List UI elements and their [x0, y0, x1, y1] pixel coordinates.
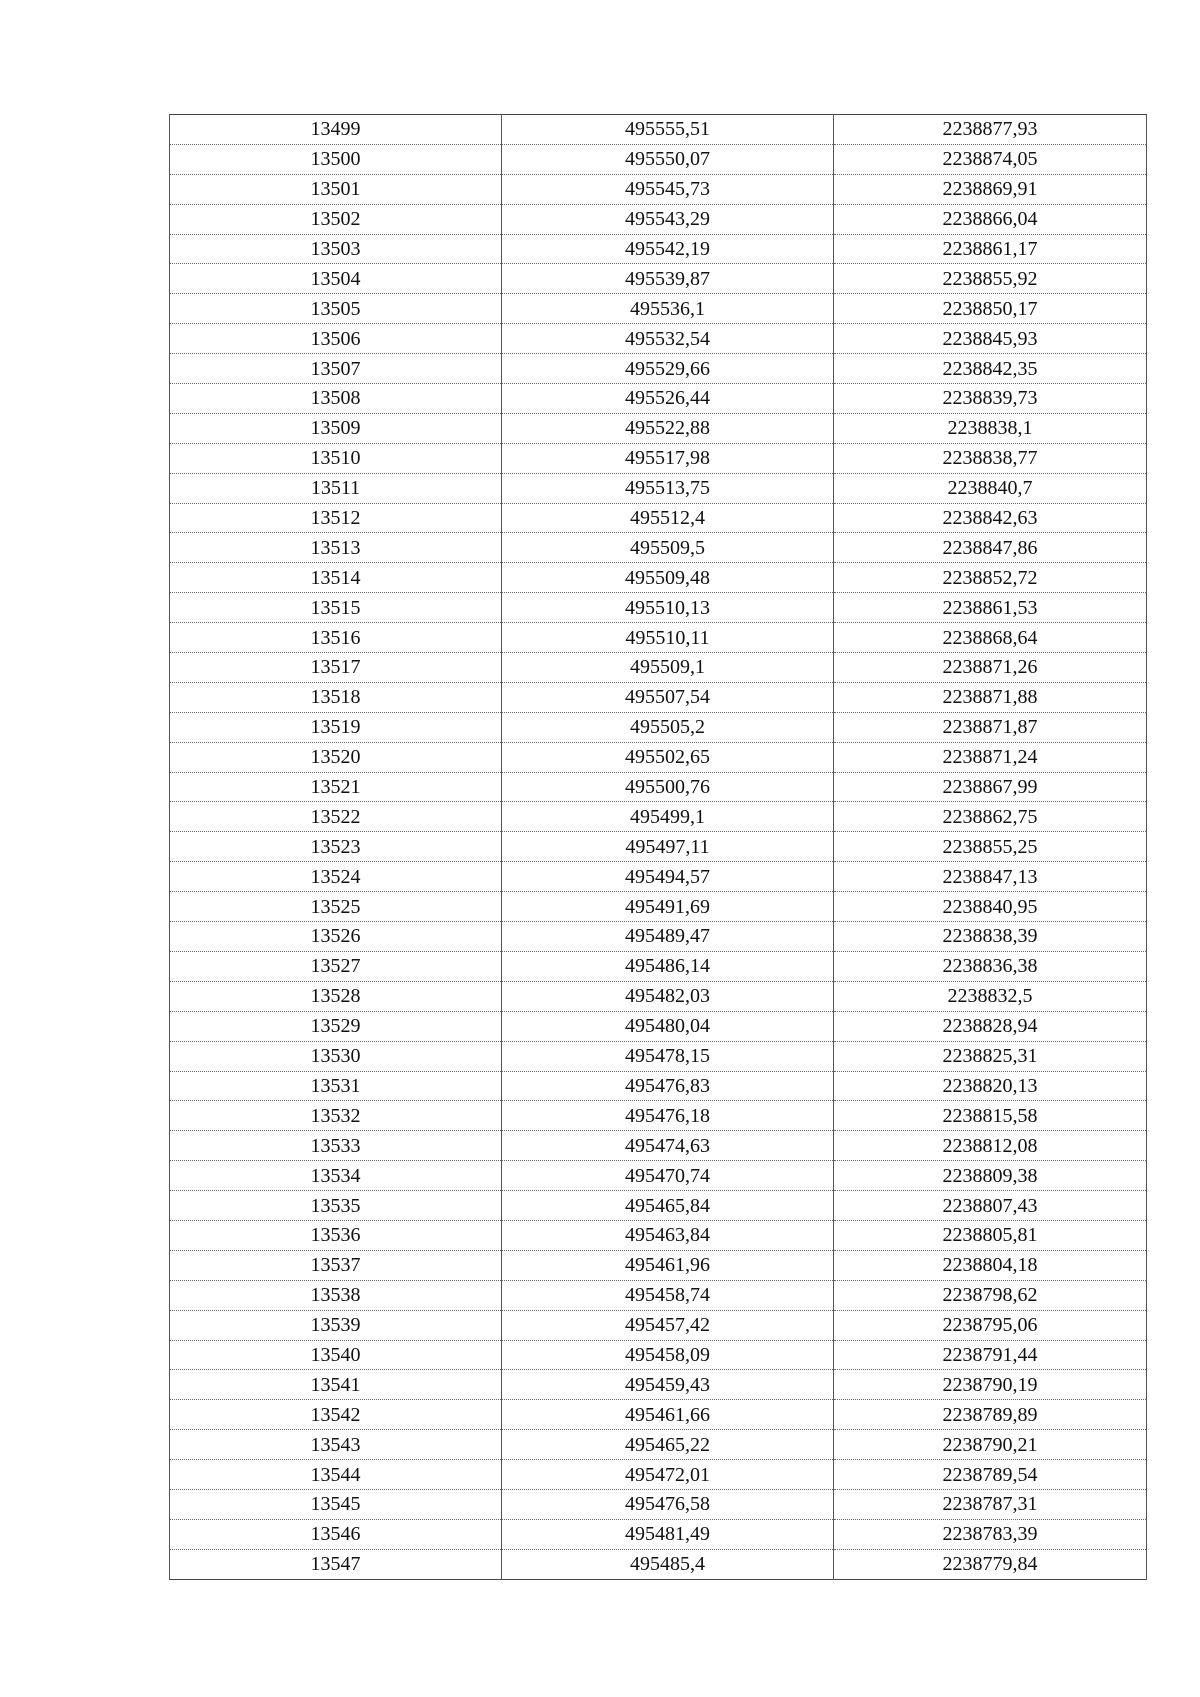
x-coordinate-cell: 495539,87 — [502, 264, 834, 294]
table-row — [170, 1430, 1147, 1460]
point-number-cell: 13529 — [170, 1011, 502, 1041]
y-coordinate-cell: 2238836,38 — [834, 951, 1147, 981]
table-row — [170, 294, 1147, 324]
x-coordinate-cell: 495474,63 — [502, 1131, 834, 1161]
point-number-cell: 13534 — [170, 1161, 502, 1191]
y-coordinate-cell: 2238842,35 — [834, 354, 1147, 384]
x-coordinate-cell: 495459,43 — [502, 1370, 834, 1400]
y-coordinate-cell: 2238795,06 — [834, 1310, 1147, 1340]
table-row — [170, 892, 1147, 922]
y-coordinate-cell: 2238790,21 — [834, 1430, 1147, 1460]
y-coordinate-cell: 2238779,84 — [834, 1549, 1147, 1579]
x-coordinate-cell: 495545,73 — [502, 174, 834, 204]
point-number-cell: 13522 — [170, 802, 502, 832]
y-coordinate-cell: 2238842,63 — [834, 503, 1147, 533]
point-number-cell: 13520 — [170, 742, 502, 772]
table-row — [170, 951, 1147, 981]
y-coordinate-cell: 2238809,38 — [834, 1161, 1147, 1191]
y-coordinate-cell: 2238850,17 — [834, 294, 1147, 324]
y-coordinate-cell: 2238861,17 — [834, 234, 1147, 264]
table-row — [170, 174, 1147, 204]
table-row — [170, 1340, 1147, 1370]
table-row — [170, 1131, 1147, 1161]
point-number-cell: 13516 — [170, 623, 502, 653]
table-row — [170, 1071, 1147, 1101]
x-coordinate-cell: 495510,11 — [502, 623, 834, 653]
point-number-cell: 13508 — [170, 384, 502, 414]
y-coordinate-cell: 2238838,39 — [834, 922, 1147, 952]
y-coordinate-cell: 2238852,72 — [834, 563, 1147, 593]
table-row — [170, 1460, 1147, 1490]
x-coordinate-cell: 495472,01 — [502, 1460, 834, 1490]
point-number-cell: 13536 — [170, 1220, 502, 1250]
x-coordinate-cell: 495478,15 — [502, 1041, 834, 1071]
y-coordinate-cell: 2238825,31 — [834, 1041, 1147, 1071]
x-coordinate-cell: 495526,44 — [502, 384, 834, 414]
table-row — [170, 1220, 1147, 1250]
y-coordinate-cell: 2238847,86 — [834, 533, 1147, 563]
point-number-cell: 13539 — [170, 1310, 502, 1340]
point-number-cell: 13532 — [170, 1101, 502, 1131]
y-coordinate-cell: 2238871,88 — [834, 682, 1147, 712]
x-coordinate-cell: 495485,4 — [502, 1549, 834, 1579]
y-coordinate-cell: 2238866,04 — [834, 204, 1147, 234]
table-row — [170, 1011, 1147, 1041]
x-coordinate-cell: 495465,22 — [502, 1430, 834, 1460]
x-coordinate-cell: 495465,84 — [502, 1191, 834, 1221]
x-coordinate-cell: 495489,47 — [502, 922, 834, 952]
x-coordinate-cell: 495494,57 — [502, 862, 834, 892]
x-coordinate-cell: 495486,14 — [502, 951, 834, 981]
table-row — [170, 1549, 1147, 1579]
table-row — [170, 1041, 1147, 1071]
y-coordinate-cell: 2238877,93 — [834, 115, 1147, 145]
x-coordinate-cell: 495509,1 — [502, 653, 834, 683]
x-coordinate-cell: 495458,74 — [502, 1280, 834, 1310]
x-coordinate-cell: 495555,51 — [502, 115, 834, 145]
table-row — [170, 981, 1147, 1011]
y-coordinate-cell: 2238855,92 — [834, 264, 1147, 294]
table-row — [170, 653, 1147, 683]
y-coordinate-cell: 2238840,95 — [834, 892, 1147, 922]
y-coordinate-cell: 2238791,44 — [834, 1340, 1147, 1370]
x-coordinate-cell: 495513,75 — [502, 473, 834, 503]
x-coordinate-cell: 495461,66 — [502, 1400, 834, 1430]
point-number-cell: 13523 — [170, 832, 502, 862]
point-number-cell: 13502 — [170, 204, 502, 234]
point-number-cell: 13525 — [170, 892, 502, 922]
point-number-cell: 13505 — [170, 294, 502, 324]
y-coordinate-cell: 2238871,87 — [834, 712, 1147, 742]
x-coordinate-cell: 495507,54 — [502, 682, 834, 712]
table-row — [170, 473, 1147, 503]
x-coordinate-cell: 495470,74 — [502, 1161, 834, 1191]
x-coordinate-cell: 495457,42 — [502, 1310, 834, 1340]
x-coordinate-cell: 495463,84 — [502, 1220, 834, 1250]
x-coordinate-cell: 495476,83 — [502, 1071, 834, 1101]
table-row — [170, 593, 1147, 623]
point-number-cell: 13517 — [170, 653, 502, 683]
x-coordinate-cell: 495522,88 — [502, 413, 834, 443]
y-coordinate-cell: 2238812,08 — [834, 1131, 1147, 1161]
x-coordinate-cell: 495543,29 — [502, 204, 834, 234]
x-coordinate-cell: 495482,03 — [502, 981, 834, 1011]
x-coordinate-cell: 495458,09 — [502, 1340, 834, 1370]
y-coordinate-cell: 2238845,93 — [834, 324, 1147, 354]
table-row — [170, 1161, 1147, 1191]
point-number-cell: 13543 — [170, 1430, 502, 1460]
point-number-cell: 13521 — [170, 772, 502, 802]
point-number-cell: 13507 — [170, 354, 502, 384]
y-coordinate-cell: 2238847,13 — [834, 862, 1147, 892]
y-coordinate-cell: 2238871,24 — [834, 742, 1147, 772]
table-row — [170, 503, 1147, 533]
y-coordinate-cell: 2238828,94 — [834, 1011, 1147, 1041]
x-coordinate-cell: 495480,04 — [502, 1011, 834, 1041]
table-row — [170, 1519, 1147, 1549]
table-row — [170, 1250, 1147, 1280]
table-row — [170, 623, 1147, 653]
x-coordinate-cell: 495481,49 — [502, 1519, 834, 1549]
x-coordinate-cell: 495542,19 — [502, 234, 834, 264]
table-row — [170, 862, 1147, 892]
table-row — [170, 443, 1147, 473]
x-coordinate-cell: 495517,98 — [502, 443, 834, 473]
table-row — [170, 533, 1147, 563]
point-number-cell: 13528 — [170, 981, 502, 1011]
y-coordinate-cell: 2238832,5 — [834, 981, 1147, 1011]
point-number-cell: 13518 — [170, 682, 502, 712]
point-number-cell: 13538 — [170, 1280, 502, 1310]
point-number-cell: 13503 — [170, 234, 502, 264]
table-row — [170, 1101, 1147, 1131]
point-number-cell: 13544 — [170, 1460, 502, 1490]
table-row — [170, 712, 1147, 742]
x-coordinate-cell: 495512,4 — [502, 503, 834, 533]
table-row — [170, 563, 1147, 593]
x-coordinate-cell: 495509,5 — [502, 533, 834, 563]
table-row — [170, 354, 1147, 384]
y-coordinate-cell: 2238874,05 — [834, 144, 1147, 174]
x-coordinate-cell: 495502,65 — [502, 742, 834, 772]
y-coordinate-cell: 2238862,75 — [834, 802, 1147, 832]
point-number-cell: 13515 — [170, 593, 502, 623]
x-coordinate-cell: 495476,58 — [502, 1489, 834, 1519]
point-number-cell: 13504 — [170, 264, 502, 294]
x-coordinate-cell: 495491,69 — [502, 892, 834, 922]
x-coordinate-cell: 495529,66 — [502, 354, 834, 384]
table-row — [170, 413, 1147, 443]
point-number-cell: 13509 — [170, 413, 502, 443]
y-coordinate-cell: 2238868,64 — [834, 623, 1147, 653]
x-coordinate-cell: 495532,54 — [502, 324, 834, 354]
table-row — [170, 204, 1147, 234]
table-row — [170, 115, 1147, 145]
table-row — [170, 742, 1147, 772]
y-coordinate-cell: 2238807,43 — [834, 1191, 1147, 1221]
x-coordinate-cell: 495499,1 — [502, 802, 834, 832]
y-coordinate-cell: 2238789,54 — [834, 1460, 1147, 1490]
point-number-cell: 13501 — [170, 174, 502, 204]
x-coordinate-cell: 495500,76 — [502, 772, 834, 802]
table-row — [170, 264, 1147, 294]
y-coordinate-cell: 2238867,99 — [834, 772, 1147, 802]
y-coordinate-cell: 2238790,19 — [834, 1370, 1147, 1400]
x-coordinate-cell: 495510,13 — [502, 593, 834, 623]
point-number-cell: 13537 — [170, 1250, 502, 1280]
point-number-cell: 13506 — [170, 324, 502, 354]
point-number-cell: 13533 — [170, 1131, 502, 1161]
table-row — [170, 802, 1147, 832]
y-coordinate-cell: 2238840,7 — [834, 473, 1147, 503]
table-row — [170, 234, 1147, 264]
y-coordinate-cell: 2238855,25 — [834, 832, 1147, 862]
point-number-cell: 13519 — [170, 712, 502, 742]
coordinates-table — [169, 114, 1147, 1580]
point-number-cell: 13500 — [170, 144, 502, 174]
coordinates-table-body — [170, 115, 1147, 1580]
table-row — [170, 1191, 1147, 1221]
x-coordinate-cell: 495476,18 — [502, 1101, 834, 1131]
x-coordinate-cell: 495461,96 — [502, 1250, 834, 1280]
y-coordinate-cell: 2238787,31 — [834, 1489, 1147, 1519]
x-coordinate-cell: 495505,2 — [502, 712, 834, 742]
y-coordinate-cell: 2238838,77 — [834, 443, 1147, 473]
table-row — [170, 682, 1147, 712]
table-row — [170, 384, 1147, 414]
point-number-cell: 13546 — [170, 1519, 502, 1549]
point-number-cell: 13513 — [170, 533, 502, 563]
point-number-cell: 13512 — [170, 503, 502, 533]
point-number-cell: 13541 — [170, 1370, 502, 1400]
y-coordinate-cell: 2238783,39 — [834, 1519, 1147, 1549]
y-coordinate-cell: 2238820,13 — [834, 1071, 1147, 1101]
y-coordinate-cell: 2238798,62 — [834, 1280, 1147, 1310]
y-coordinate-cell: 2238871,26 — [834, 653, 1147, 683]
table-row — [170, 144, 1147, 174]
point-number-cell: 13547 — [170, 1549, 502, 1579]
point-number-cell: 13510 — [170, 443, 502, 473]
x-coordinate-cell: 495509,48 — [502, 563, 834, 593]
table-row — [170, 1310, 1147, 1340]
point-number-cell: 13499 — [170, 115, 502, 145]
point-number-cell: 13535 — [170, 1191, 502, 1221]
point-number-cell: 13531 — [170, 1071, 502, 1101]
point-number-cell: 13514 — [170, 563, 502, 593]
table-row — [170, 922, 1147, 952]
point-number-cell: 13542 — [170, 1400, 502, 1430]
y-coordinate-cell: 2238815,58 — [834, 1101, 1147, 1131]
y-coordinate-cell: 2238869,91 — [834, 174, 1147, 204]
table-row — [170, 1370, 1147, 1400]
point-number-cell: 13524 — [170, 862, 502, 892]
table-row — [170, 1400, 1147, 1430]
point-number-cell: 13527 — [170, 951, 502, 981]
table-row — [170, 772, 1147, 802]
table-row — [170, 1489, 1147, 1519]
x-coordinate-cell: 495497,11 — [502, 832, 834, 862]
x-coordinate-cell: 495536,1 — [502, 294, 834, 324]
point-number-cell: 13530 — [170, 1041, 502, 1071]
x-coordinate-cell: 495550,07 — [502, 144, 834, 174]
point-number-cell: 13511 — [170, 473, 502, 503]
y-coordinate-cell: 2238789,89 — [834, 1400, 1147, 1430]
point-number-cell: 13540 — [170, 1340, 502, 1370]
y-coordinate-cell: 2238839,73 — [834, 384, 1147, 414]
y-coordinate-cell: 2238861,53 — [834, 593, 1147, 623]
point-number-cell: 13545 — [170, 1489, 502, 1519]
y-coordinate-cell: 2238805,81 — [834, 1220, 1147, 1250]
table-row — [170, 832, 1147, 862]
point-number-cell: 13526 — [170, 922, 502, 952]
y-coordinate-cell: 2238804,18 — [834, 1250, 1147, 1280]
table-row — [170, 1280, 1147, 1310]
y-coordinate-cell: 2238838,1 — [834, 413, 1147, 443]
table-row — [170, 324, 1147, 354]
